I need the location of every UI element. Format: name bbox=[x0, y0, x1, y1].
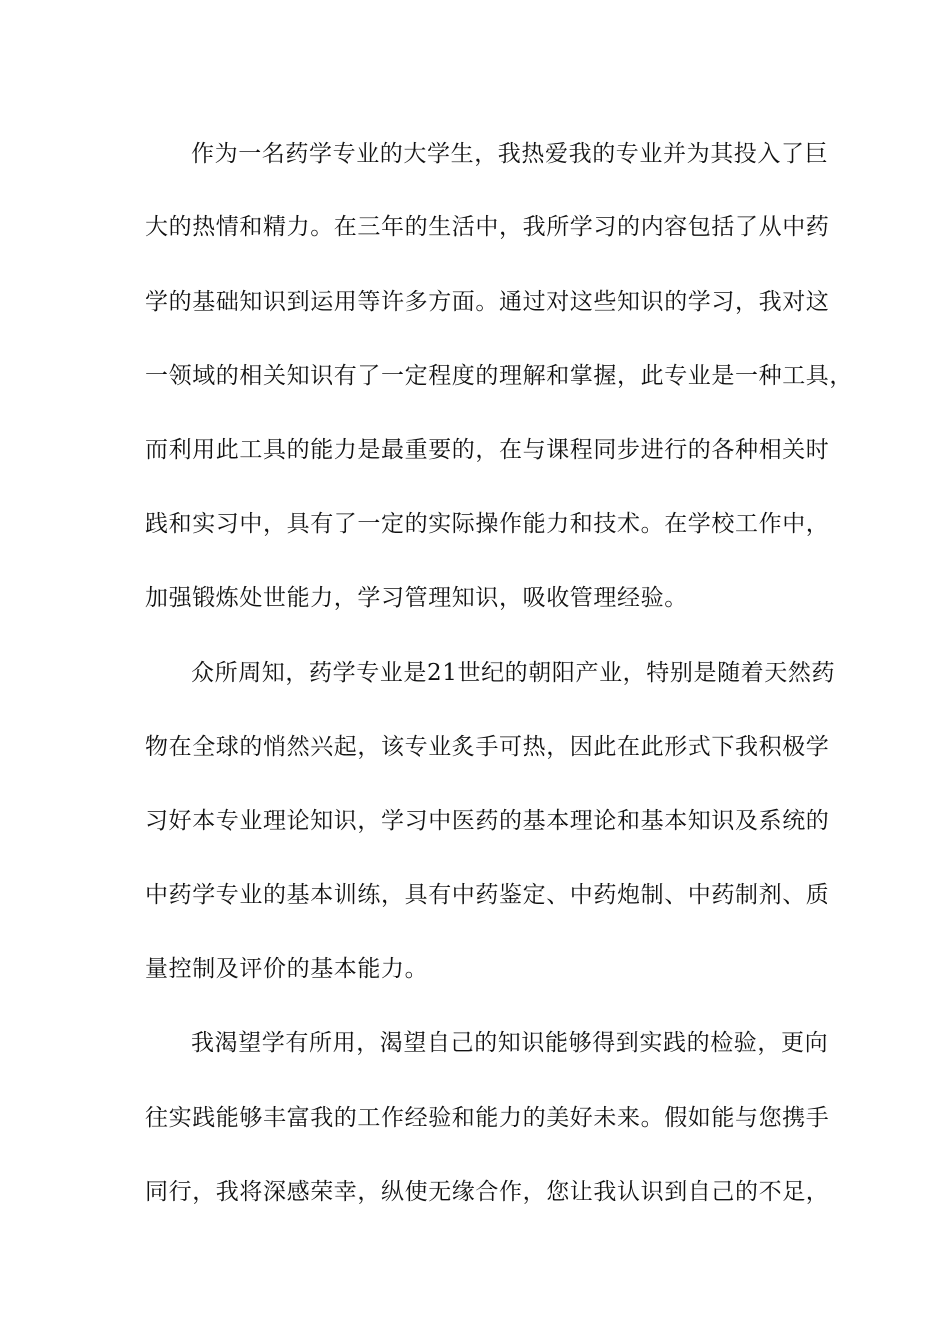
paragraph-1-line-6: 践和实习中，具有了一定的实际操作能力和技术。在学校工作中， bbox=[145, 511, 830, 537]
paragraph-3-line-1: 我渴望学有所用，渴望自己的知识能够得到实践的检验，更向 bbox=[191, 1030, 829, 1056]
paragraph-3-line-3: 同行，我将深感荣幸，纵使无缘合作，您让我认识到自己的不足， bbox=[145, 1179, 830, 1205]
paragraph-2-line-5: 量控制及评价的基本能力。 bbox=[145, 956, 429, 982]
paragraph-2-line-2: 物在全球的悄然兴起，该专业炙手可热，因此在此形式下我积极学 bbox=[145, 734, 830, 760]
paragraph-1-line-4: 一领域的相关知识有了一定程度的理解和掌握，此专业是一种工具， bbox=[145, 363, 853, 389]
paragraph-1-line-1: 作为一名药学专业的大学生，我热爱我的专业并为其投入了巨 bbox=[191, 141, 829, 167]
paragraph-1-line-5: 而利用此工具的能力是最重要的，在与课程同步进行的各种相关时 bbox=[145, 437, 830, 463]
paragraph-2-line-3: 习好本专业理论知识，学习中医药的基本理论和基本知识及系统的 bbox=[145, 808, 830, 834]
paragraph-1-line-3: 学的基础知识到运用等许多方面。通过对这些知识的学习，我对这 bbox=[145, 289, 830, 315]
paragraph-2-line-4: 中药学专业的基本训练，具有中药鉴定、中药炮制、中药制剂、质 bbox=[145, 882, 830, 908]
paragraph-1-line-7: 加强锻炼处世能力，学习管理知识，吸收管理经验。 bbox=[145, 585, 688, 611]
paragraph-1-line-2: 大的热情和精力。在三年的生活中，我所学习的内容包括了从中药 bbox=[145, 214, 830, 240]
paragraph-3-line-2: 往实践能够丰富我的工作经验和能力的美好未来。假如能与您携手 bbox=[145, 1105, 830, 1131]
paragraph-2-line-1: 众所周知，药学专业是21世纪的朝阳产业，特别是随着天然药 bbox=[191, 660, 836, 686]
